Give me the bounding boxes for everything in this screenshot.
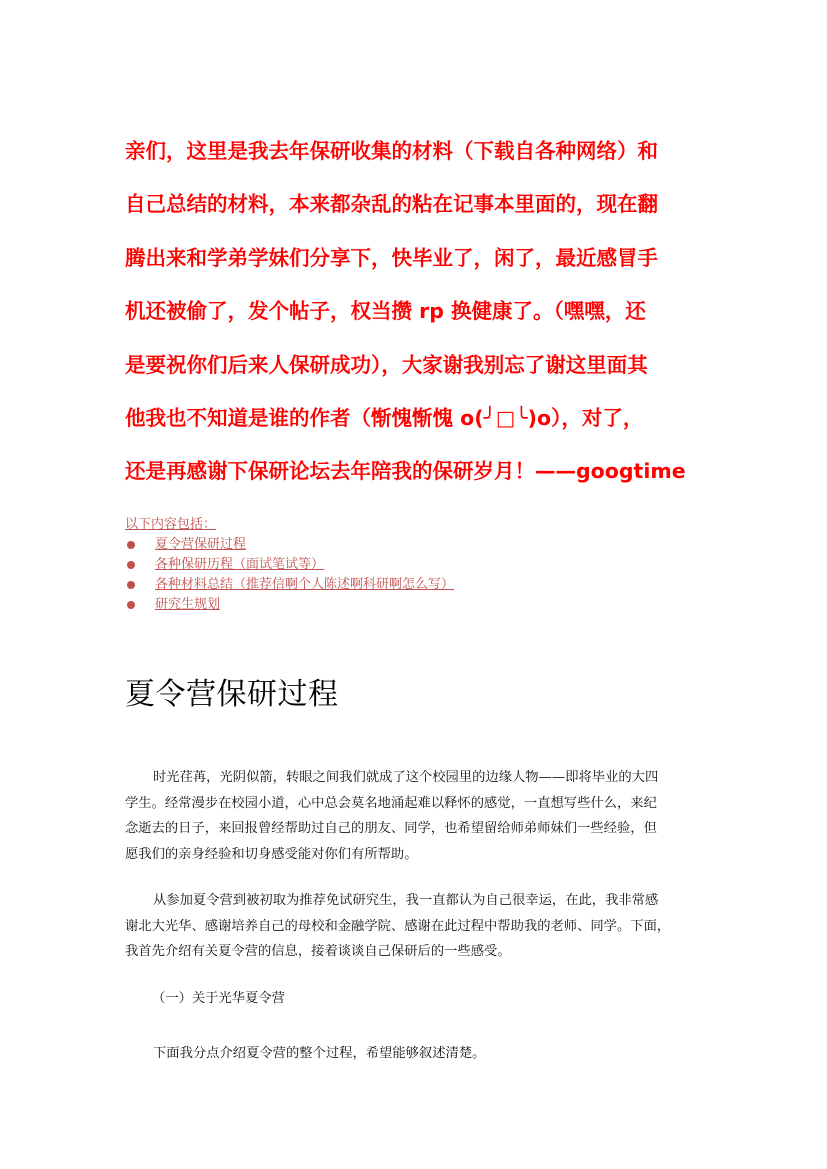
section-heading: 夏令营保研过程 [125,677,339,712]
intro-paragraph [125,125,705,499]
toc-item [125,555,454,575]
body-line: 从参加夏令营到被初取为推荐免试研究生，我一直都认为自己很幸运，在此，我非常感 [153,893,659,908]
intro-line: 亲们，这里是我去年保研收集的材料（下载自各种网络）和 [125,139,658,163]
bullet-icon [127,561,135,569]
toc-item [125,595,454,615]
intro-line: 腾出来和学弟学妹们分享下，快毕业了，闲了，最近感冒手 [125,245,658,270]
toc-link-summer-camp[interactable]: 夏令营保研过程 [155,537,247,552]
body-paragraph-1 [125,765,705,867]
intro-line: 自己总结的材料，本来都杂乱的粘在记事本里面的，现在翻 [125,192,658,217]
toc-link-planning[interactable]: 研究生规划 [155,597,221,612]
body-line: 时光荏苒，光阴似箭，转眼之间我们就成了这个校园里的边缘人物——即将毕业的大四 [153,770,659,785]
subheading [152,986,732,1012]
body-line: 我首先介绍有关夏令营的信息，接着谈谈自己保研后的一些感受。 [125,944,511,959]
toc-link-experiences[interactable]: 各种保研历程（面试笔试等） [155,557,325,572]
toc-link-materials[interactable]: 各种材料总结（推荐信啊个人陈述啊科研啊怎么写） [155,577,455,592]
intro-line: 机还被偷了，发个帖子，权当攒 rp 换健康了。（嘿嘿，还 [125,299,646,324]
table-of-contents [125,535,454,615]
intro-line: 还是再感谢下保研论坛去年陪我的保研岁月！——googtime [125,459,686,484]
intro-line: 是要祝你们后来人保研成功），大家谢我别忘了谢这里面其 [125,352,648,377]
body-line: 学生。经常漫步在校园小道，心中总会莫名地涌起难以释怀的感觉，一直想写些什么，来纪 [125,795,657,811]
bullet-icon [127,541,135,549]
toc-item [125,575,454,595]
body-line: 愿我们的亲身经验和切身感受能对你们有所帮助。 [125,846,418,862]
bullet-icon [127,601,135,609]
body-line: 念逝去的日子，来回报曾经帮助过自己的朋友、同学，也希望留给师弟师妹们一些经验，但 [125,821,657,836]
toc-title: 以下内容包括： [125,517,217,532]
intro-line: 他我也不知道是谁的作者（惭愧惭愧 o(╯□╰)o），对了， [125,406,644,431]
bullet-icon [127,581,135,589]
body-line: 谢北大光华、感谢培养自己的母校和金融学院、感谢在此过程中帮助我的老师、同学。下面， [125,918,671,934]
body-line: 下面我分点介绍夏令营的整个过程，希望能够叙述清楚。 [153,1046,486,1061]
subheading-text: （一）关于光华夏令营 [152,991,285,1006]
toc-item [125,535,454,555]
body-paragraph-3 [125,1041,705,1067]
body-paragraph-2 [125,888,705,965]
